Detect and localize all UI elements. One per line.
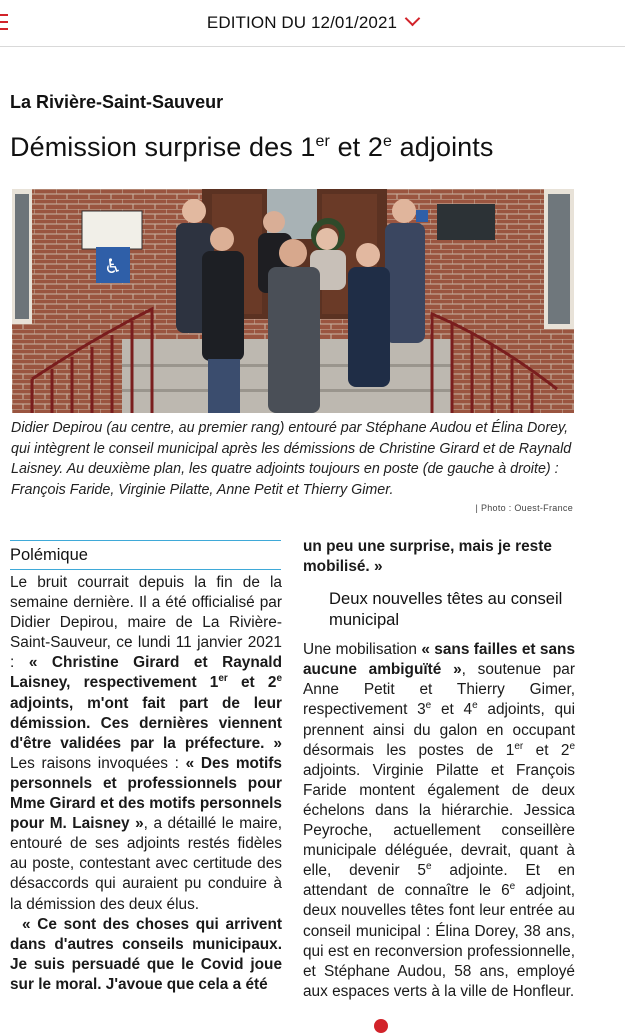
edition-bar <box>0 0 625 47</box>
photo-credit: | Photo : Ouest-France <box>475 503 573 513</box>
article-column-right <box>303 537 575 1002</box>
edition-selector[interactable] <box>0 13 625 33</box>
photo-caption: Didier Depirou (au centre, au premier rang) entouré par Stéphane Audou et Élina Dorey, qui intègrent le conseil municipal après les démissions de Christine Girard et de Raynald Laisney. Au deuxième plan, les quatre adjoints toujours en poste (de gauche à droite) : François Faride, Virginie Pilatte, Anne Petit et Thierry Gimer. <box>11 420 572 498</box>
paragraph: un peu une surprise, mais je reste mobilisé. » <box>303 538 552 576</box>
paragraph: Le bruit courrait depuis la fin de la semaine dernière. Il a été officialisé par Didier Depirou, maire de La Rivière-Saint-Sauveur, ce lundi 11 janvier 2021 : « Christine Girard et Raynald Laisney, respectivement 1er et 2e adjoints, m'ont fait part de leur démission. Ces dernières viennent d'être validées par la préfecture. » Les raisons invoquées : « Des motifs personnels et professionnels pour Mme Girard et des motifs personnels pour M. Laisney », a détaillé le maire, entouré de ses adjoints restés fidèles au poste, contestant avec certitude des désaccords qui auraient pu conduire à la démission des deux élus. <box>10 574 283 913</box>
section-heading <box>10 540 281 570</box>
town-hall-group-photo <box>12 189 574 413</box>
section-title: Polémique <box>10 546 88 564</box>
svg-text:♿: ♿ <box>104 254 122 278</box>
paragraph: Une mobilisation « sans failles et sans aucune ambiguïté », soutenue par Anne Petit et Thierry Gimer, respectivement 3e et 4e adjoints, qui prennent ainsi du galon en occupant désormais les postes de 1er et 2e adjoints. Virginie Pilatte et François Faride montent également de deux échelons dans la hiérarchie. Jessica Peyroche, actuellement conseillère municipale déléguée, devrait, quant à elle, devenir 5e adjointe. Et en attendant de connaître le 6e adjoint, deux nouvelles têtes font leur entrée au conseil municipal : Élina Dorey, 38 ans, qui est en reconversion professionnelle, et Stéphane Audou, 58 ans, employé aux espaces verts à la ville de Honfleur. <box>303 641 576 1000</box>
paragraph: « Ce sont des choses qui arrivent dans d'autres conseils municipaux. Je suis persuadé que le Covid joue sur le moral. J'avoue que cela a été <box>10 915 282 993</box>
article-column-left <box>10 573 282 995</box>
article-photo <box>12 189 574 413</box>
scroll-indicator <box>374 1019 388 1033</box>
article-location: La Rivière-Saint-Sauveur <box>10 92 224 112</box>
edition-date: EDITION DU 12/01/2021 <box>206 13 398 32</box>
article-title: Démission surprise des 1er et 2e adjoints <box>10 132 494 162</box>
chevron-down-icon <box>405 11 421 27</box>
subheading: Deux nouvelles têtes au conseil municipal <box>329 589 563 630</box>
